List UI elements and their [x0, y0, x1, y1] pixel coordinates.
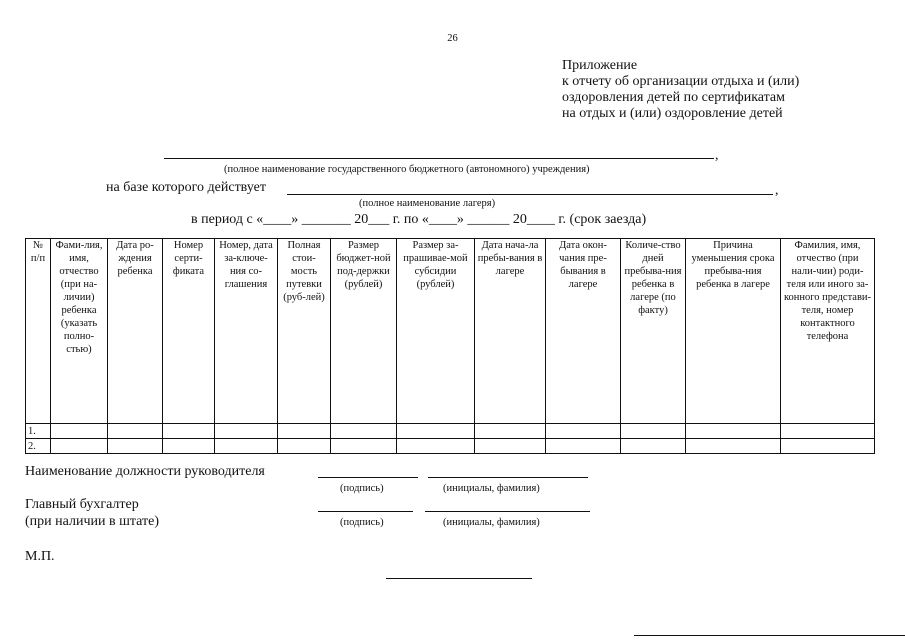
table-cell[interactable] — [686, 424, 781, 439]
table-cell[interactable] — [331, 439, 397, 454]
separator-line — [386, 578, 532, 579]
accountant-initials-caption: (инициалы, фамилия) — [443, 517, 540, 528]
header-reduction-reason: Причина уменьшения срока пребыва-ния ребенка в лагере — [686, 239, 781, 424]
accountant-signature-caption: (подпись) — [340, 517, 384, 528]
institution-comma: , — [715, 148, 719, 163]
accountant-initials-line[interactable] — [425, 511, 590, 512]
camp-input-line[interactable] — [287, 194, 773, 195]
page-number: 26 — [447, 33, 458, 44]
table-cell[interactable] — [331, 424, 397, 439]
appendix-line: на отдых и (или) оздоровление детей — [562, 106, 783, 121]
table-cell[interactable] — [163, 424, 215, 439]
camp-caption: (полное наименование лагеря) — [359, 198, 496, 209]
header-full-cost: Полная стои-мость путевки (руб-лей) — [278, 239, 331, 424]
institution-input-line[interactable] — [164, 158, 714, 159]
bottom-edge-line — [634, 635, 905, 636]
period-line: в период с «____» _______ 20___ г. по «____» ______ 20____ г. (срок заезда) — [191, 212, 647, 227]
head-initials-line[interactable] — [428, 477, 588, 478]
row-number: 1. — [26, 424, 51, 439]
header-parent-info: Фамилия, имя, отчество (при нали-чии) роди-теля или иного за-конного представи-теля, номер контактного телефона — [781, 239, 875, 424]
head-signature-caption: (подпись) — [340, 483, 384, 494]
table-cell[interactable] — [278, 424, 331, 439]
appendix-heading — [562, 58, 799, 122]
header-birth-date: Дата ро-ждения ребенка — [108, 239, 163, 424]
header-start-date: Дата нача-ла пребы-вания в лагере — [475, 239, 546, 424]
table-cell[interactable] — [475, 424, 546, 439]
accountant-note: (при наличии в штате) — [25, 514, 160, 529]
table-cell[interactable] — [278, 439, 331, 454]
accountant-signature-line[interactable] — [318, 511, 413, 512]
institution-caption: (полное наименование государственного бюджетного (автономного) учреждения) — [224, 164, 590, 175]
table-cell[interactable] — [51, 439, 108, 454]
table-cell[interactable] — [546, 424, 621, 439]
table-cell[interactable] — [781, 439, 875, 454]
appendix-line: к отчету об организации отдыха и (или) — [562, 74, 800, 89]
header-certificate-number: Номер серти-фиката — [163, 239, 215, 424]
table-cell[interactable] — [215, 424, 278, 439]
appendix-line: оздоровления детей по сертификатам — [562, 90, 785, 105]
camp-prefix: на базе которого действует — [106, 180, 266, 195]
table-cell[interactable] — [781, 424, 875, 439]
table-cell[interactable] — [475, 439, 546, 454]
table-row — [26, 439, 875, 454]
table-cell[interactable] — [621, 439, 686, 454]
header-end-date: Дата окон-чания пре-бывания в лагере — [546, 239, 621, 424]
table-cell[interactable] — [686, 439, 781, 454]
table-cell[interactable] — [621, 424, 686, 439]
table-cell[interactable] — [163, 439, 215, 454]
row-number: 2. — [26, 439, 51, 454]
header-days-count: Количе-ство дней пребыва-ния ребенка в лагере (по факту) — [621, 239, 686, 424]
stamp-label: М.П. — [25, 549, 55, 564]
appendix-line: Приложение — [562, 58, 638, 73]
head-initials-caption: (инициалы, фамилия) — [443, 483, 540, 494]
table-cell[interactable] — [546, 439, 621, 454]
table-cell[interactable] — [108, 424, 163, 439]
table-cell[interactable] — [108, 439, 163, 454]
camp-comma: , — [775, 183, 779, 198]
table-cell[interactable] — [397, 424, 475, 439]
table-cell[interactable] — [215, 439, 278, 454]
table-cell[interactable] — [397, 439, 475, 454]
accountant-title: Главный бухгалтер — [25, 497, 139, 512]
head-signature-line[interactable] — [318, 477, 418, 478]
header-number: № п/п — [26, 239, 51, 424]
table-row — [26, 424, 875, 439]
report-table — [25, 238, 875, 454]
header-agreement: Номер, дата за-ключе-ния со-глашения — [215, 239, 278, 424]
header-subsidy: Размер за-прашивае-мой субсидии (рублей) — [397, 239, 475, 424]
header-budget-support: Размер бюджет-ной под-держки (рублей) — [331, 239, 397, 424]
head-title: Наименование должности руководителя — [25, 464, 265, 479]
header-child-name: Фами-лия, имя, отчество (при на-личии) ребенка (указать полно-стью) — [51, 239, 108, 424]
table-cell[interactable] — [51, 424, 108, 439]
